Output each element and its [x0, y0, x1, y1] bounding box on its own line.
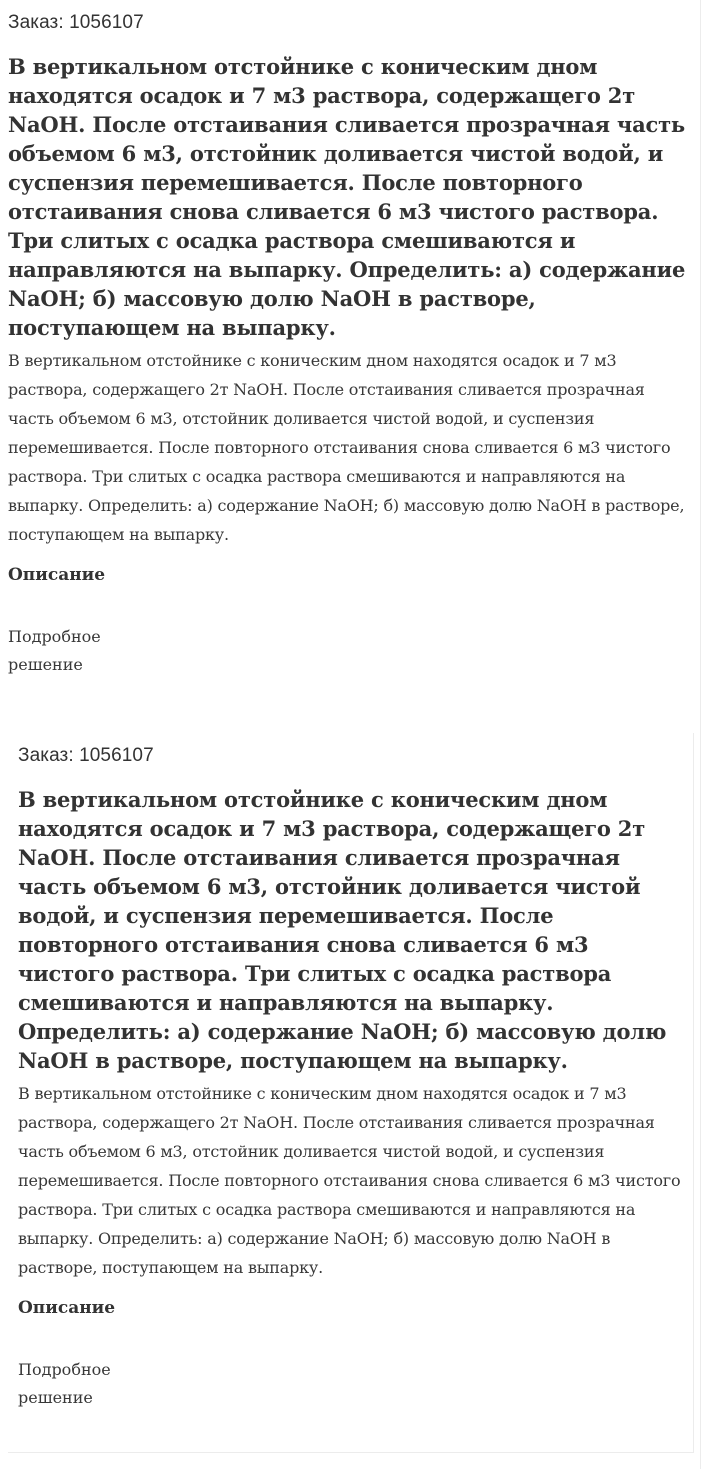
description-heading: Описание [18, 1298, 116, 1318]
task-text: В вертикальном отстойнике с коническим дном находятся осадок и 7 м3 раствора, содержащего 2т NaOH. После отстаивания сливается прозрачная часть объемом 6 м3, отстойник доливается чистой водой, и суспензия перемешивается. После повторного отстаивания снова сливается 6 м3 чистого раствора. Три слитых с осадка раствора смешиваются и направляются на выпарку. Определить: а) содержание NaOH; б) массовую долю NaOH в растворе, поступающем на выпарку. [18, 1084, 681, 1277]
description-value: Подробное решение [8, 627, 101, 674]
description-value: Подробное решение [18, 1360, 111, 1407]
order-number: Заказ: 1056107 [18, 745, 154, 766]
description-heading: Описание [8, 565, 106, 585]
task-title[interactable]: В вертикальном отстойнике с коническим дном находятся осадок и 7 м3 раствора, содержащего 2т NaOH. После отстаивания сливается прозрачная часть объемом 6 м3, отстойник доливается чистой водой, и суспензия перемешивается. После повторного отстаивания снова сливается 6 м3 чистого раствора. Три слитых с осадка раствора смешиваются и направляются на выпарку. Определить: а) содержание NaOH; б) массовую долю NaOH в растворе, поступающем на выпарку. [18, 787, 667, 1073]
order-number: Заказ: 1056107 [8, 12, 144, 33]
task-title[interactable]: В вертикальном отстойнике с коническим дном находятся осадок и 7 м3 раствора, содержащего 2т NaOH. После отстаивания сливается прозрачная часть объемом 6 м3, отстойник доливается чистой водой, и суспензия перемешивается. После повторного отстаивания снова сливается 6 м3 чистого раствора. Три слитых с осадка раствора смешиваются и направляются на выпарку. Определить: а) содержание NaOH; б) массовую долю NaOH в растворе, поступающем на выпарку. [8, 54, 686, 340]
order-card [0, 0, 701, 679]
task-text: В вертикальном отстойнике с коническим дном находятся осадок и 7 м3 раствора, содержащего 2т NaOH. После отстаивания сливается прозрачная часть объемом 6 м3, отстойник доливается чистой водой, и суспензия перемешивается. После повторного отстаивания снова сливается 6 м3 чистого раствора. Три слитых с осадка раствора смешиваются и направляются на выпарку. Определить: а) содержание NaOH; б) массовую долю NaOH в растворе, поступающем на выпарку. [8, 351, 685, 544]
order-card [8, 733, 694, 1453]
